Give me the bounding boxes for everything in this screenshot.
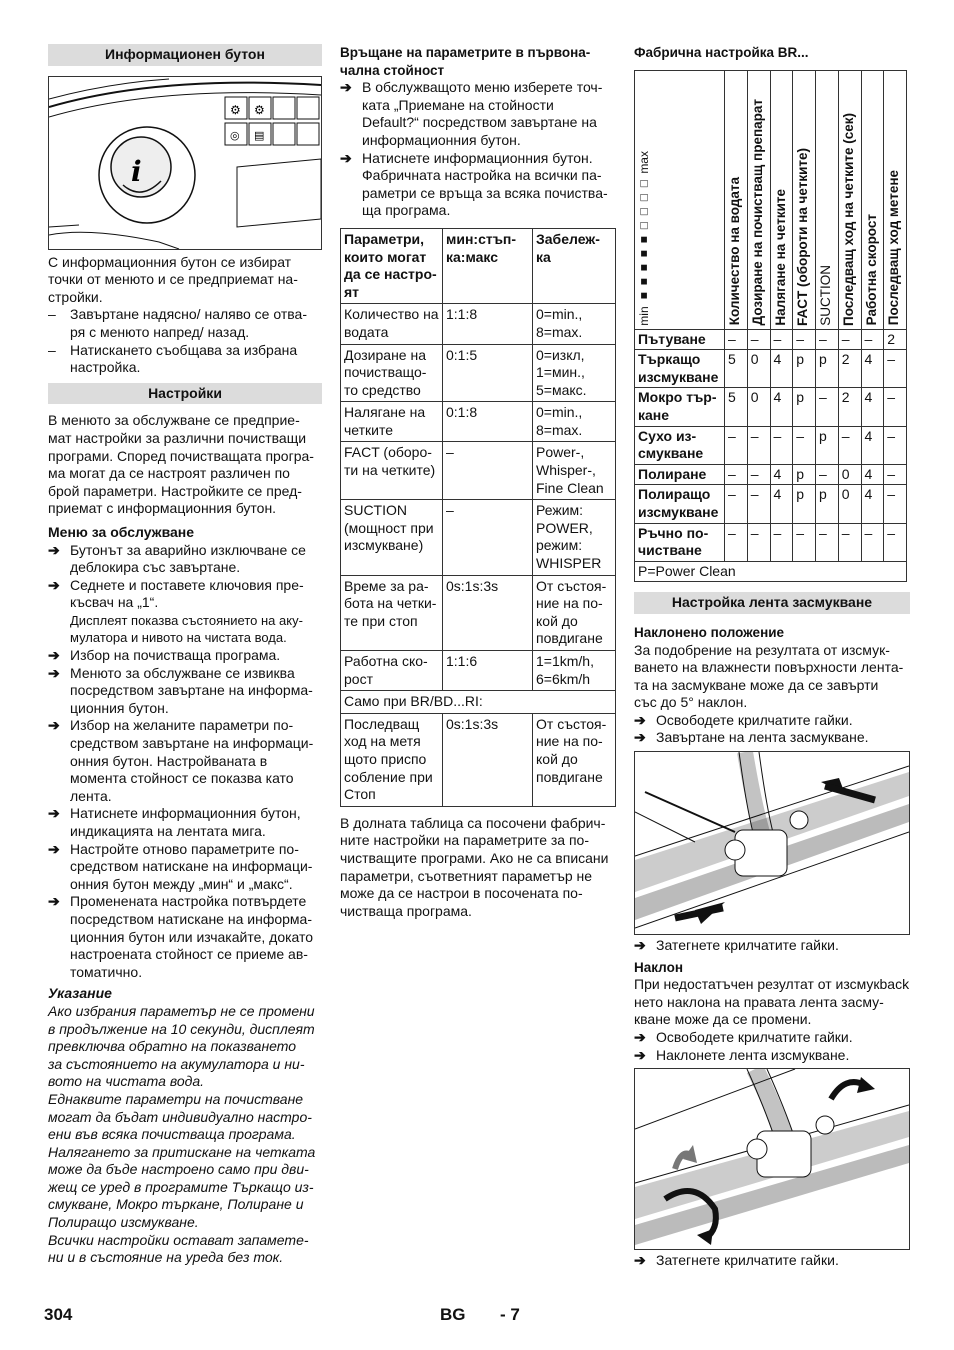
- squeegee-tilt-illustration: [635, 1069, 909, 1249]
- note-text: [48, 1003, 322, 1267]
- table-cell: –: [793, 523, 816, 561]
- text-line: Полиращо изсмукване.: [48, 1214, 199, 1231]
- squeegee-tilt-figure: [634, 1068, 910, 1250]
- table-cell: –: [443, 442, 533, 500]
- table-cell: 4: [770, 350, 793, 388]
- arrow-right-icon: ➔: [634, 711, 646, 728]
- table-cell: p: [816, 350, 839, 388]
- table-cell: 0: [838, 464, 861, 485]
- table-cell: 0s:1s:3s: [443, 575, 533, 650]
- table-row: [635, 464, 907, 485]
- arrow-right-icon: ➔: [48, 893, 60, 910]
- text-line: Освободете крилчатите гайки.: [656, 1029, 853, 1046]
- table-cell: –: [725, 464, 748, 485]
- table-cell: p: [816, 485, 839, 523]
- text-line: В менюто за обслужване се предприе-: [48, 412, 300, 429]
- table-cell: –: [747, 464, 770, 485]
- text-line: Натиснете информационния бутон.: [362, 149, 593, 166]
- table-row: [341, 575, 616, 650]
- info-dash-item: [48, 306, 322, 341]
- table-cell: –: [816, 523, 839, 561]
- table-cell: –: [838, 426, 861, 464]
- text-line: в продължение на 10 секунди, дисплеят: [48, 1020, 315, 1037]
- table-cell: 5: [725, 388, 748, 426]
- arrow-right-icon: ➔: [634, 729, 646, 746]
- table-cell: p: [816, 426, 839, 464]
- text-line: Дозиране на почистващ препарат: [749, 99, 765, 326]
- table-footnote: P=Power Clean: [635, 561, 907, 582]
- text-line: точки от менюто и се предприемат на-: [48, 271, 298, 288]
- arrow-right-icon: ➔: [340, 149, 352, 166]
- text-line: Натискането съобщава за избрана: [70, 341, 298, 358]
- table-cell: 0=min., 8=max.: [533, 304, 616, 344]
- table-span-cell: Само при BR/BD...RI:: [341, 691, 616, 714]
- table-cell: 2: [884, 329, 907, 350]
- text-line: Последващ ход метене: [886, 170, 902, 326]
- column-header: [770, 70, 793, 329]
- arrow-right-icon: ➔: [48, 576, 60, 593]
- table-cell: 0: [838, 485, 861, 523]
- table-row: [341, 402, 616, 442]
- arrow-right-icon: ➔: [48, 664, 60, 681]
- table-row: [635, 426, 907, 464]
- text-line: мат настройки за различни почистващи: [48, 429, 307, 446]
- table-cell: –: [770, 426, 793, 464]
- column-header: [861, 70, 884, 329]
- column-3: [634, 44, 910, 1270]
- table-cell: –: [793, 426, 816, 464]
- text-line: със до 5° наклон.: [634, 694, 748, 711]
- table-cell: Количество на водата: [341, 304, 443, 344]
- table-row: [635, 388, 907, 426]
- table-cell: 2: [838, 388, 861, 426]
- table-cell: 1=1km/h, 6=6km/h: [533, 651, 616, 691]
- text-line: Последващ ход на четките (сек): [840, 112, 856, 326]
- text-line: Дисплеят показва състоянието на аку-: [70, 612, 303, 628]
- text-line: Default?“ посредством завъртане на: [362, 114, 597, 131]
- column-header: [747, 70, 770, 329]
- table-cell: –: [770, 523, 793, 561]
- text-line: При недостатъчен резултат от изсмукback: [634, 976, 910, 993]
- factory-header-row: [635, 70, 907, 329]
- table-cell: 0=min., 8=max.: [533, 402, 616, 442]
- text-line: жещ се уред в програмите Търкащо из-: [48, 1178, 314, 1195]
- table-cell: 0=изкл, 1=мин., 5=макс.: [533, 344, 616, 402]
- text-line: Налягане на четките: [772, 188, 788, 326]
- table-row: [341, 344, 616, 402]
- table-cell: –: [725, 523, 748, 561]
- step-item: [48, 841, 322, 894]
- table-cell: –: [884, 485, 907, 523]
- column-header: [793, 70, 816, 329]
- settings-paragraph: [48, 412, 322, 518]
- program-name-cell: Търкащо изсмукване: [635, 350, 725, 388]
- text-line: Седнете и поставете ключовия пре-: [70, 576, 304, 593]
- table-cell: –: [443, 500, 533, 575]
- text-line: Избор на почистваща програма.: [70, 647, 281, 664]
- step-item: [340, 79, 616, 149]
- text-line: Всички настройки остават запамете-: [48, 1231, 309, 1248]
- text-line: информационния бутон.: [362, 131, 521, 148]
- text-line: Фабричната настройка на всички па-: [362, 167, 602, 184]
- text-line: деблокира със завъртане.: [70, 559, 241, 576]
- table-cell: 4: [770, 464, 793, 485]
- text-line: параметри, съответният параметър не: [340, 867, 593, 884]
- section-title-settings: Настройки: [48, 383, 322, 405]
- text-line: ря с менюто напред/ назад.: [70, 323, 250, 340]
- text-line: могат да бъдат индивидуално настро-: [48, 1108, 312, 1125]
- text-line: Връщане на параметрите в първона-: [340, 45, 591, 60]
- table-header-cell: Параметри, които могат да се настро-ят: [341, 228, 443, 303]
- text-line: Работна скорост: [863, 214, 879, 326]
- text-line: FACT (обороти на четките): [795, 147, 811, 326]
- text-line: Избор на желаните параметри по-: [70, 717, 294, 734]
- step-item: [48, 893, 322, 981]
- step-item: [634, 1252, 910, 1270]
- inclined-heading: Наклонено положение: [634, 624, 785, 640]
- table-cell: 1:1:6: [443, 651, 533, 691]
- section-title-info-button: Информационен бутон: [48, 44, 322, 66]
- text-line: Променената настройка потвърдете: [70, 893, 307, 910]
- table-cell: 4: [861, 388, 884, 426]
- table-cell: –: [725, 485, 748, 523]
- info-button-figure: [48, 76, 322, 250]
- text-line: ционния бутон или изчакайте, докато: [70, 928, 314, 945]
- table-cell: –: [747, 329, 770, 350]
- arrow-right-icon: ➔: [634, 1046, 646, 1063]
- table-cell: –: [747, 523, 770, 561]
- text-line: чистващите програми. Ако не са вписани: [340, 849, 609, 866]
- program-name-cell: Сухо из-смукване: [635, 426, 725, 464]
- table-cell: p: [793, 485, 816, 523]
- text-line: посредством натискане на информа-: [70, 910, 312, 927]
- text-line: може да се настрои в посочената по-: [340, 885, 583, 902]
- text-line: нето наклона на правата лента засму-: [634, 993, 884, 1010]
- scale-label: min ■■■■■□□□□ max: [637, 150, 651, 326]
- column-header: [884, 70, 907, 329]
- inclined-paragraph: [634, 642, 910, 712]
- text-line: ма могат да се настроят различен по: [48, 465, 290, 482]
- text-line: програми. Според почистващата програ-: [48, 447, 314, 464]
- text-line: ни и в състояние на уреда без ток.: [48, 1249, 284, 1266]
- info-dash-item: [48, 342, 322, 377]
- table-footnote-row: [635, 561, 907, 582]
- text-line: Затегнете крилчатите гайки.: [656, 937, 839, 954]
- table-cell: Работна ско-рост: [341, 651, 443, 691]
- step-item: [634, 937, 910, 955]
- parameters-table: [340, 228, 616, 807]
- column-1: [48, 44, 322, 1267]
- table-cell: 0s:1s:3s: [443, 713, 533, 806]
- program-name-cell: Пътуване: [635, 329, 725, 350]
- text-line: ща програма.: [362, 202, 451, 219]
- step-item: [634, 1047, 910, 1065]
- table-cell: 4: [770, 485, 793, 523]
- text-line: SUCTION: [818, 264, 833, 326]
- table-row: [341, 442, 616, 500]
- arrow-right-icon: ➔: [48, 647, 60, 664]
- text-line: томатично.: [70, 963, 143, 980]
- arrow-right-icon: ➔: [48, 717, 60, 734]
- section-title-squeegee: Настройка лента засмукване: [634, 592, 910, 614]
- table-cell: FACT (оборо-ти на четките): [341, 442, 443, 500]
- arrow-right-icon: ➔: [48, 805, 60, 822]
- table-cell: –: [838, 329, 861, 350]
- svg-text:i: i: [131, 154, 142, 188]
- table-cell: Време за ра-бота на четки-те при стоп: [341, 575, 443, 650]
- text-line: приемат с информационния бутон.: [48, 500, 277, 517]
- text-line: настройка.: [70, 359, 141, 376]
- note-heading: Указание: [48, 985, 112, 1002]
- table-cell: Power-, Whisper-, Fine Clean: [533, 442, 616, 500]
- after-table-paragraph: [340, 815, 616, 921]
- program-name-cell: Мокро тър-кане: [635, 388, 725, 426]
- step-item: [48, 542, 322, 577]
- table-row: [341, 651, 616, 691]
- table-cell: 4: [861, 426, 884, 464]
- language-code: BG: [440, 1305, 466, 1324]
- text-line: онния бутон между „мин“ и „макс“.: [70, 875, 293, 892]
- column-header: [725, 70, 748, 329]
- table-cell: –: [816, 329, 839, 350]
- table-cell: SUCTION (мощност при изсмукване): [341, 500, 443, 575]
- table-cell: 4: [770, 388, 793, 426]
- svg-text:◎: ◎: [230, 128, 240, 142]
- text-line: Налягането за притискане на четката: [48, 1143, 316, 1160]
- text-line: Освободете крилчатите гайки.: [656, 711, 853, 728]
- page-number: 304: [44, 1305, 73, 1324]
- arrow-right-icon: ➔: [48, 541, 60, 558]
- text-line: С информационния бутон се избират: [48, 253, 292, 270]
- table-cell: Последващ ход на метя щото приспо собление при Стоп: [341, 713, 443, 806]
- table-cell: От състоя-ние на по-кой до повдигане: [533, 575, 616, 650]
- table-row: [635, 350, 907, 388]
- step-item: [634, 1029, 910, 1047]
- column-header: [838, 70, 861, 329]
- text-line: та на засмукване може да се завърти: [634, 676, 879, 693]
- step-item: [48, 805, 322, 840]
- text-line: лента.: [70, 787, 112, 804]
- svg-text:⚙: ⚙: [254, 102, 265, 117]
- table-cell: –: [725, 426, 748, 464]
- text-line: кване може да се промени.: [634, 1011, 812, 1028]
- table-row: [635, 329, 907, 350]
- table-cell: –: [884, 350, 907, 388]
- text-line: вото на чистата вода.: [48, 1073, 205, 1090]
- table-cell: –: [747, 485, 770, 523]
- text-line: може да бъде настроено само при дви-: [48, 1161, 309, 1178]
- table-cell: 2: [838, 350, 861, 388]
- text-line: раметри се връща за всяка почиства-: [362, 184, 608, 201]
- text-line: брой параметри. Настройките се пред-: [48, 482, 302, 499]
- table-cell: –: [884, 523, 907, 561]
- text-line: Завъртане надясно/ наляво се отва-: [70, 306, 307, 323]
- table-cell: –: [770, 329, 793, 350]
- text-line: смукване, Мокро търкане, Полиране и: [48, 1196, 304, 1213]
- table-cell: 4: [861, 350, 884, 388]
- menu-subheading: Меню за обслужване: [48, 523, 195, 540]
- text-line: чална стойност: [340, 62, 445, 78]
- program-name-cell: Ръчно по-чистване: [635, 523, 725, 561]
- text-line: средством натискане на информаци-: [70, 858, 313, 875]
- text-line: онния бутон. Настройваната в: [70, 752, 268, 769]
- table-cell: –: [884, 388, 907, 426]
- table-row: [341, 713, 616, 806]
- text-line: Менюто за обслужване се извиква: [70, 664, 295, 681]
- text-line: стройки.: [48, 288, 103, 305]
- table-header-cell: Забележ-ка: [533, 228, 616, 303]
- step-item: [634, 712, 910, 730]
- squeegee-rotate-figure: [634, 751, 910, 935]
- table-cell: –: [861, 329, 884, 350]
- step-item: [634, 729, 910, 747]
- reset-heading: [340, 44, 616, 79]
- text-line: Наклонете лента изсмукване.: [656, 1046, 850, 1063]
- arrow-right-icon: ➔: [634, 1029, 646, 1046]
- text-line: ването на влажнести повърхности лента-: [634, 659, 904, 676]
- table-cell: От състоя-ние на по-кой до повдигане: [533, 713, 616, 806]
- table-row: [341, 500, 616, 575]
- text-line: Затегнете крилчатите гайки.: [656, 1252, 839, 1269]
- table-cell: Режим: POWER, режим: WHISPER: [533, 500, 616, 575]
- arrow-right-icon: ➔: [634, 937, 646, 954]
- table-cell: 0:1:8: [443, 402, 533, 442]
- table-cell: 0:1:5: [443, 344, 533, 402]
- text-line: чистваща програма.: [340, 902, 472, 919]
- table-cell: Дозиране на почистващо-то средство: [341, 344, 443, 402]
- text-line: Количество на водата: [727, 177, 742, 326]
- tilt-paragraph: [634, 976, 910, 1029]
- text-line: Ако избрания параметър не се промени: [48, 1002, 315, 1019]
- squeegee-rotate-illustration: [635, 752, 909, 934]
- table-cell: –: [725, 329, 748, 350]
- arrow-right-icon: ➔: [634, 1252, 646, 1269]
- table-cell: Налягане на четките: [341, 402, 443, 442]
- arrow-right-icon: ➔: [340, 79, 352, 96]
- text-line: Натиснете информационния бутон,: [70, 805, 301, 822]
- table-cell: –: [861, 523, 884, 561]
- scale-label-cell: [635, 70, 725, 329]
- text-line: индикацията на лентата мига.: [70, 823, 266, 839]
- info-paragraph: [48, 254, 322, 307]
- table-row: [341, 304, 616, 344]
- table-cell: –: [816, 388, 839, 426]
- text-line: Еднаквите параметри на почистване: [48, 1090, 304, 1107]
- text-line: ните настройки на параметрите за по-: [340, 832, 590, 849]
- text-line: ционния бутон.: [70, 699, 169, 716]
- text-line: настроената стойност се приеме ав-: [70, 946, 308, 963]
- table-header-row: [341, 228, 616, 303]
- tilt-heading: Наклон: [634, 959, 683, 975]
- table-cell: p: [793, 350, 816, 388]
- table-cell: 4: [861, 485, 884, 523]
- table-cell: 0: [747, 350, 770, 388]
- info-button-illustration: [49, 77, 321, 249]
- text-line: момента стойност се показва като: [70, 770, 294, 787]
- column-header: [816, 70, 839, 329]
- factory-heading: Фабрична настройка BR...: [634, 45, 809, 60]
- step-item: [48, 647, 322, 665]
- text-line: Настройте отново параметрите по-: [70, 840, 299, 857]
- svg-text:▤: ▤: [254, 128, 265, 142]
- table-cell: 4: [861, 464, 884, 485]
- table-cell: 1:1:8: [443, 304, 533, 344]
- text-line: за състоянието на акумулатора и ни-: [48, 1055, 305, 1072]
- table-cell: –: [884, 426, 907, 464]
- text-line: В долната таблица са посочени фабрич-: [340, 814, 606, 831]
- program-name-cell: Полиращо изсмукване: [635, 485, 725, 523]
- factory-settings-table: [634, 70, 907, 583]
- text-line: късвач на „1“.: [70, 594, 159, 611]
- table-cell: p: [793, 388, 816, 426]
- column-2: [340, 44, 616, 920]
- text-line: ката „Приемане на стойности: [362, 96, 554, 113]
- text-line: Завъртане на лента засмукване.: [656, 729, 869, 746]
- section-page-number: - 7: [500, 1305, 520, 1324]
- arrow-right-icon: ➔: [48, 840, 60, 857]
- program-name-cell: Полиране: [635, 464, 725, 485]
- text-line: ени във всяка почистваща програма.: [48, 1126, 296, 1143]
- step-item: [48, 717, 322, 805]
- table-cell: –: [793, 329, 816, 350]
- table-row: [635, 523, 907, 561]
- svg-text:⚙: ⚙: [230, 102, 241, 117]
- text-line: В обслужващото меню изберете точ-: [362, 79, 603, 96]
- table-row: [341, 691, 616, 714]
- text-line: За подобрение на резултата от изсмук-: [634, 641, 890, 658]
- text-line: посредством завъртане на информа-: [70, 682, 313, 699]
- step-note: [48, 612, 322, 647]
- table-cell: p: [793, 464, 816, 485]
- text-line: Бутонът за аварийно изключване се: [70, 541, 306, 558]
- step-item: [340, 150, 616, 220]
- table-header-cell: мин:стъп-ка:макс: [443, 228, 533, 303]
- table-cell: –: [747, 426, 770, 464]
- text-line: мулатора и нивото на чистата вода.: [70, 630, 287, 646]
- text-line: средством завъртане на информаци-: [70, 735, 314, 752]
- step-item: [48, 665, 322, 718]
- step-item: [48, 577, 322, 612]
- table-cell: –: [816, 464, 839, 485]
- text-line: превключва обратно на показването: [48, 1038, 297, 1055]
- table-cell: 0: [747, 388, 770, 426]
- table-cell: 5: [725, 350, 748, 388]
- table-cell: –: [884, 464, 907, 485]
- table-cell: –: [838, 523, 861, 561]
- table-row: [635, 485, 907, 523]
